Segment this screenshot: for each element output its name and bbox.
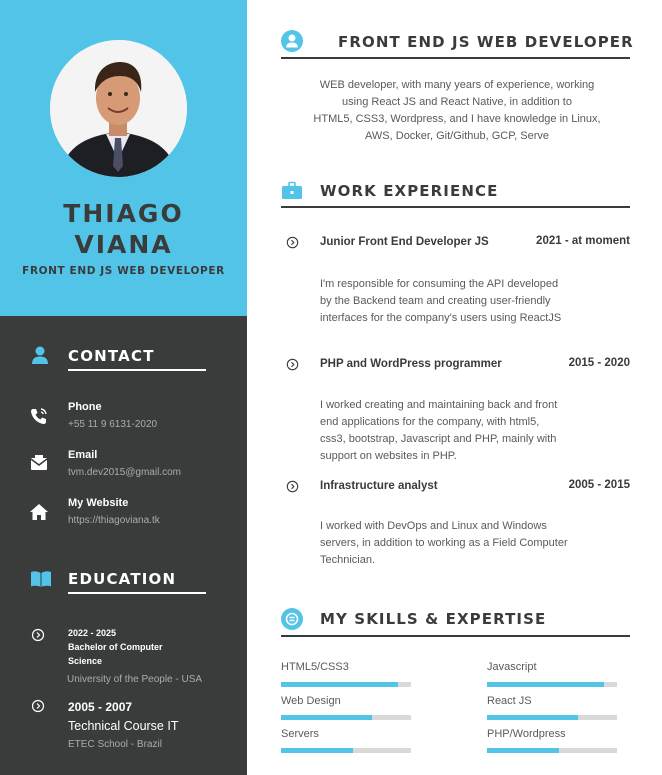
job-3-description	[320, 518, 615, 569]
education-1-school: University of the People - USA	[67, 674, 203, 685]
circle-chevron-icon	[31, 699, 45, 713]
education-2-years: 2005 - 2007	[68, 700, 133, 714]
circle-chevron-icon	[286, 358, 299, 371]
skills-divider	[281, 635, 630, 637]
profile-photo	[50, 40, 187, 177]
skill-fill	[281, 682, 398, 687]
contact-website-value[interactable]: https://thiagoviana.tk	[68, 515, 160, 526]
profile-subtitle: FRONT END JS WEB DEVELOPER	[22, 265, 225, 277]
job-3-dates: 2005 - 2015	[568, 479, 630, 491]
job-2-line: I worked creating and maintaining back and front	[320, 399, 558, 411]
circle-chevron-icon	[286, 236, 299, 249]
name-first: THIAGO	[63, 199, 184, 228]
name-last: VIANA	[74, 230, 173, 259]
job-2-line: end applications for the company, with html5,	[320, 416, 540, 428]
experience-title: WORK EXPERIENCE	[320, 182, 499, 200]
job-3-line: I worked with DevOps and Linux and Windows	[320, 520, 547, 532]
job-1-dates: 2021 - at moment	[536, 235, 630, 247]
skill-name: Web Design	[281, 695, 341, 707]
skill-fill	[487, 715, 578, 720]
education-1-degree-line1: Bachelor of Computer	[68, 642, 163, 652]
job-2-line: css3, bootstrap, Javascript and PHP, mainly with	[320, 433, 557, 445]
mail-icon	[29, 453, 49, 473]
job-1-description	[320, 276, 615, 327]
job-2-description	[320, 397, 615, 465]
skills-title: MY SKILLS & EXPERTISE	[320, 610, 547, 628]
education-2-degree: Technical Course IT	[68, 719, 179, 733]
about-line: HTML5, CSS3, Wordpress, and I have knowledge in Linux,	[313, 113, 601, 125]
skill-fill	[487, 748, 559, 753]
briefcase-icon	[281, 180, 303, 202]
contact-email-label: Email	[68, 449, 98, 461]
job-1-line: by the Backend team and creating user-friendly	[320, 295, 551, 307]
job-2-dates: 2015 - 2020	[568, 357, 630, 369]
skill-bar	[281, 748, 411, 753]
job-1-line: I'm responsible for consuming the API developed	[320, 278, 559, 290]
job-3-line: Technician.	[320, 554, 376, 566]
about-line: WEB developer, with many years of experience, working	[319, 79, 595, 91]
job-3-line: servers, in addition to working as a Field Computer	[320, 537, 568, 549]
experience-divider	[281, 206, 630, 208]
home-icon	[29, 502, 49, 522]
education-1-degree-line2: Science	[68, 656, 103, 666]
about-divider	[281, 57, 630, 59]
phone-icon	[29, 406, 49, 426]
job-2-line: support on websites in PHP.	[320, 450, 457, 462]
circle-chevron-icon	[286, 480, 299, 493]
education-2-school: ETEC School - Brazil	[68, 739, 162, 750]
job-1-title: Junior Front End Developer JS	[320, 236, 489, 248]
skill-name: PHP/Wordpress	[487, 728, 566, 740]
skill-fill	[281, 748, 353, 753]
skills-gear-icon	[281, 608, 303, 630]
about-line: using React JS and React Native, in addition to	[342, 96, 572, 108]
user-icon	[30, 345, 50, 365]
skill-name: HTML5/CSS3	[281, 661, 349, 673]
contact-website-label: My Website	[68, 497, 129, 509]
skill-bar	[487, 682, 617, 687]
skill-name: Javascript	[487, 661, 537, 673]
contact-email-value[interactable]: tvm.dev2015@gmail.com	[68, 467, 181, 478]
circle-chevron-icon	[31, 628, 45, 642]
about-line: AWS, Docker, Git/Github, GCP, Serve	[364, 130, 549, 142]
contact-title: CONTACT	[68, 347, 155, 365]
education-divider	[68, 592, 206, 594]
job-2-title: PHP and WordPress programmer	[320, 358, 502, 370]
skill-fill	[487, 682, 604, 687]
job-1-line: interfaces for the company's users using ReactJS	[320, 312, 562, 324]
about-summary	[284, 77, 630, 145]
skill-bar	[281, 715, 411, 720]
job-3-title: Infrastructure analyst	[320, 480, 438, 492]
contact-phone-label: Phone	[68, 401, 102, 413]
skill-fill	[281, 715, 372, 720]
user-circle-icon	[281, 30, 303, 52]
skill-name: Servers	[281, 728, 319, 740]
contact-divider	[68, 369, 206, 371]
about-title: FRONT END JS WEB DEVELOPER	[338, 33, 634, 51]
skill-bar	[487, 715, 617, 720]
education-title: EDUCATION	[68, 570, 177, 588]
book-icon	[30, 569, 52, 589]
skill-name: React JS	[487, 695, 532, 707]
education-1-years: 2022 - 2025	[68, 628, 117, 638]
left-sidebar	[0, 0, 247, 775]
contact-phone-value: +55 11 9 6131-2020	[68, 419, 158, 430]
skill-bar	[281, 682, 411, 687]
skill-bar	[487, 748, 617, 753]
